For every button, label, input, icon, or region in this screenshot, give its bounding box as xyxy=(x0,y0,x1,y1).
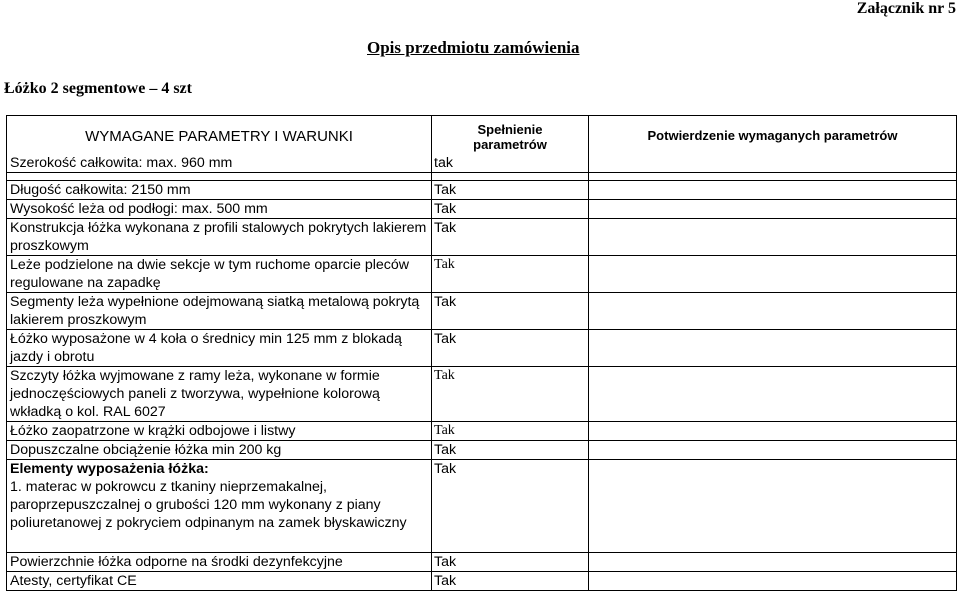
value-cell: Tak xyxy=(432,200,589,219)
param-cell: Leże podzielone na dwie sekcje w tym ruchome oparcie pleców regulowane na zapadkę xyxy=(7,256,432,293)
header-params: WYMAGANE PARAMETRY I WARUNKI xyxy=(7,116,432,155)
parameters-table xyxy=(6,115,957,591)
confirm-cell xyxy=(589,330,957,367)
param-cell: Segmenty leża wypełnione odejmowaną siatką metalową pokrytą lakierem proszkowym xyxy=(7,293,432,330)
document-title: Opis przedmiotu zamówienia xyxy=(367,38,580,57)
annex-label: Załącznik nr 5 xyxy=(856,0,956,17)
table-row xyxy=(7,330,957,367)
confirm-cell xyxy=(589,553,957,572)
param-cell: Powierzchnie łóżka odporne na środki dezynfekcyjne xyxy=(7,553,432,572)
item-title: Łóżko 2 segmentowe – 4 szt xyxy=(4,80,192,97)
header-fulfilled xyxy=(432,116,589,155)
table-header-row xyxy=(7,116,957,155)
confirm-cell xyxy=(589,256,957,293)
confirm-cell xyxy=(589,460,957,479)
param-cell: Łóżko zaopatrzone w krążki odbojowe i listwy xyxy=(7,422,432,441)
value-cell: Tak xyxy=(432,441,589,460)
value-cell: Tak xyxy=(432,460,589,479)
header-fulfilled-line2: parametrów xyxy=(473,137,547,152)
confirm-cell xyxy=(589,441,957,460)
param-cell: Długość całkowita: 2150 mm xyxy=(7,181,432,200)
table-row xyxy=(7,441,957,460)
confirm-cell xyxy=(589,367,957,422)
confirm-cell xyxy=(589,154,957,173)
equipment-heading: Elementy wyposażenia łóżka: xyxy=(7,460,432,479)
param-cell: Szerokość całkowita: max. 960 mm xyxy=(7,154,432,173)
table-row xyxy=(7,460,957,479)
confirm-cell xyxy=(589,422,957,441)
param-cell: Szczyty łóżka wyjmowane z ramy leża, wykonane w formie jednoczęściowych paneli z tworzywa, wypełnione kolorową wkładką o kol. RAL 6027 xyxy=(7,367,432,422)
table-row xyxy=(7,154,957,173)
table-row xyxy=(7,367,957,422)
value-cell: tak xyxy=(432,154,589,173)
table-row xyxy=(7,572,957,591)
value-cell: Tak xyxy=(432,181,589,200)
value-cell: Tak xyxy=(432,367,589,422)
header-fulfilled-line1: Spełnienie xyxy=(477,122,543,137)
table-row xyxy=(7,422,957,441)
value-cell: Tak xyxy=(432,330,589,367)
value-cell xyxy=(432,478,589,553)
confirm-cell xyxy=(589,181,957,200)
table-row xyxy=(7,219,957,256)
value-cell: Tak xyxy=(432,256,589,293)
table-row xyxy=(7,256,957,293)
value-cell: Tak xyxy=(432,572,589,591)
param-cell: Wysokość leża od podłogi: max. 500 mm xyxy=(7,200,432,219)
table-row xyxy=(7,553,957,572)
param-cell: 1. materac w pokrowcu z tkaniny nieprzemakalnej, paroprzepuszczalnej o grubości 120 mm wykonany z piany poliuretanowej z pokryciem odpinanym na zamek błyskawiczny xyxy=(7,478,432,553)
value-cell: Tak xyxy=(432,219,589,256)
param-cell: Dopuszczalne obciążenie łóżka min 200 kg xyxy=(7,441,432,460)
value-cell: Tak xyxy=(432,293,589,330)
table-row xyxy=(7,293,957,330)
table-row xyxy=(7,181,957,200)
param-cell: Atesty, certyfikat CE xyxy=(7,572,432,591)
confirm-cell xyxy=(589,478,957,553)
confirm-cell xyxy=(589,293,957,330)
param-cell: Łóżko wyposażone w 4 koła o średnicy min 125 mm z blokadą jazdy i obrotu xyxy=(7,330,432,367)
confirm-cell xyxy=(589,200,957,219)
table-row xyxy=(7,200,957,219)
value-cell: Tak xyxy=(432,553,589,572)
value-cell: Tak xyxy=(432,422,589,441)
table-row xyxy=(7,478,957,553)
param-cell: Konstrukcja łóżka wykonana z profili stalowych pokrytych lakierem proszkowym xyxy=(7,219,432,256)
header-confirm: Potwierdzenie wymaganych parametrów xyxy=(589,116,957,155)
confirm-cell xyxy=(589,219,957,256)
confirm-cell xyxy=(589,572,957,591)
